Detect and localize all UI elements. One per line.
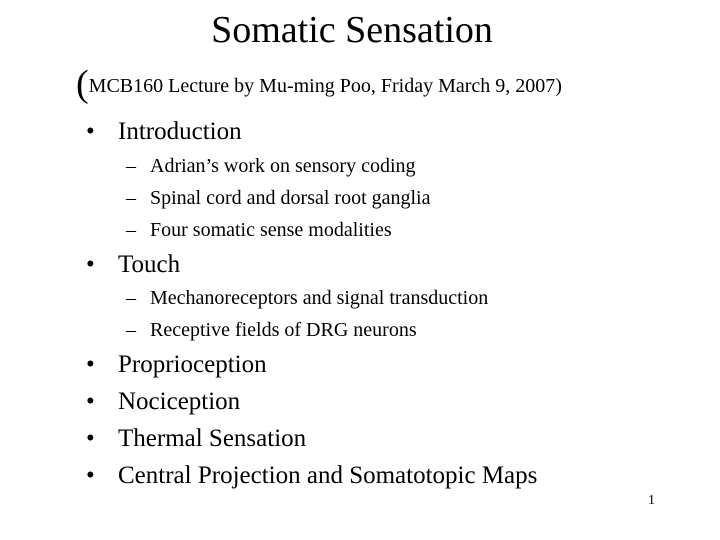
subtitle-open-paren: ( xyxy=(76,63,89,105)
bullet-label: Touch xyxy=(118,251,181,278)
bullet-label: Thermal Sensation xyxy=(118,425,307,452)
subtitle-text: MCB160 Lecture by Mu-ming Poo, Friday March 9, 2007) xyxy=(88,75,562,97)
bullet-marker: • xyxy=(86,118,95,145)
bullet-marker: • xyxy=(86,251,95,278)
sub-marker: – xyxy=(126,219,136,241)
page-number: 1 xyxy=(648,493,655,508)
bullet-marker: • xyxy=(86,462,95,489)
bullet-marker: • xyxy=(86,351,95,378)
subitem-label: Four somatic sense modalities xyxy=(150,219,392,241)
sub-marker: – xyxy=(126,319,136,341)
slide-subtitle xyxy=(76,64,562,106)
bullet-label: Nociception xyxy=(118,388,241,415)
bullet-label: Central Projection and Somatotopic Maps xyxy=(118,462,538,489)
subitem-label: Spinal cord and dorsal root ganglia xyxy=(150,187,431,209)
bullet-marker: • xyxy=(86,388,95,415)
subitem-label: Adrian’s work on sensory coding xyxy=(150,155,416,177)
sub-marker: – xyxy=(126,155,136,177)
subitem-label: Mechanoreceptors and signal transduction xyxy=(150,287,489,309)
bullet-label: Introduction xyxy=(118,118,242,145)
subitem-label: Receptive fields of DRG neurons xyxy=(150,319,417,341)
bullet-marker: • xyxy=(86,425,95,452)
slide-title: Somatic Sensation xyxy=(211,9,493,51)
sub-marker: – xyxy=(126,287,136,309)
sub-marker: – xyxy=(126,187,136,209)
bullet-label: Proprioception xyxy=(118,351,267,378)
